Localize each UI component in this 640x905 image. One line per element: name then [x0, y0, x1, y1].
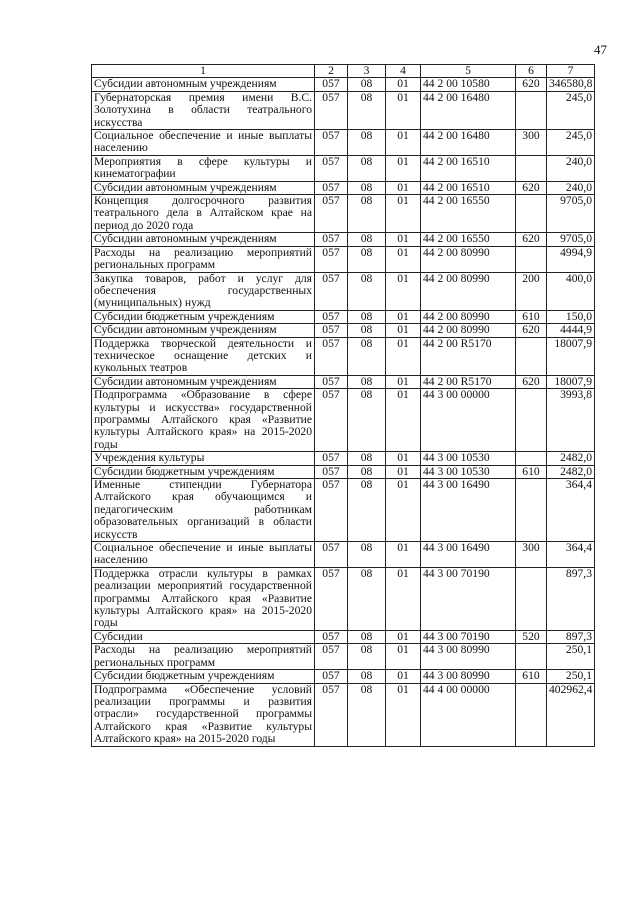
row-expense-type: 610: [516, 465, 547, 478]
row-ministry-code: 057: [315, 181, 348, 194]
row-expense-type: [516, 389, 547, 452]
row-target-article: 44 2 00 16510: [421, 181, 516, 194]
row-subsection: 01: [386, 91, 421, 129]
row-target-article: 44 3 00 80990: [421, 644, 516, 670]
row-target-article: 44 2 00 80990: [421, 324, 516, 337]
header-col-4: 4: [386, 65, 421, 78]
row-name: Субсидии автономным учреждениям: [92, 233, 315, 246]
table-row: [92, 644, 595, 670]
row-ministry-code: 057: [315, 465, 348, 478]
table-row: [92, 324, 595, 337]
row-subsection: 01: [386, 683, 421, 746]
row-amount: 3993,8: [547, 389, 595, 452]
row-section: 08: [348, 375, 386, 388]
row-subsection: 01: [386, 375, 421, 388]
row-expense-type: [516, 155, 547, 181]
row-ministry-code: 057: [315, 130, 348, 156]
row-target-article: 44 3 00 70190: [421, 567, 516, 630]
row-name: Субсидии автономным учреждениям: [92, 181, 315, 194]
row-target-article: 44 2 00 16550: [421, 195, 516, 233]
row-target-article: 44 2 00 80990: [421, 310, 516, 323]
header-col-2: 2: [315, 65, 348, 78]
row-expense-type: [516, 246, 547, 272]
row-ministry-code: 057: [315, 233, 348, 246]
row-subsection: 01: [386, 670, 421, 683]
row-amount: 2482,0: [547, 452, 595, 465]
row-amount: 250,1: [547, 644, 595, 670]
table-row: [92, 683, 595, 746]
row-name: Субсидии: [92, 630, 315, 643]
row-name: Расходы на реализацию мероприятий региональных программ: [92, 246, 315, 272]
row-amount: 897,3: [547, 630, 595, 643]
row-subsection: 01: [386, 465, 421, 478]
header-col-6: 6: [516, 65, 547, 78]
table-row: [92, 272, 595, 310]
row-target-article: 44 4 00 00000: [421, 683, 516, 746]
row-amount: 250,1: [547, 670, 595, 683]
row-section: 08: [348, 452, 386, 465]
row-subsection: 01: [386, 567, 421, 630]
row-section: 08: [348, 155, 386, 181]
row-name: Субсидии бюджетным учреждениям: [92, 310, 315, 323]
page-number: 47: [594, 42, 607, 57]
row-section: 08: [348, 542, 386, 568]
row-name: Концепция долгосрочного развития театрального дела в Алтайском крае на период до 2020 года: [92, 195, 315, 233]
row-ministry-code: 057: [315, 389, 348, 452]
row-name: Поддержка отрасли культуры в рамках реализации мероприятий государственной программы Алтайского края «Развитие культуры Алтайского края» на 2015-2020 годы: [92, 567, 315, 630]
row-name: Губернаторская премия имени В.С. Золотухина в области театрального искусства: [92, 91, 315, 129]
row-ministry-code: 057: [315, 452, 348, 465]
row-target-article: 44 2 00 16480: [421, 130, 516, 156]
row-subsection: 01: [386, 310, 421, 323]
row-expense-type: 620: [516, 375, 547, 388]
row-section: 08: [348, 324, 386, 337]
row-target-article: 44 3 00 16490: [421, 542, 516, 568]
row-subsection: 01: [386, 272, 421, 310]
row-ministry-code: 057: [315, 630, 348, 643]
row-section: 08: [348, 78, 386, 91]
row-ministry-code: 057: [315, 78, 348, 91]
row-amount: 245,0: [547, 91, 595, 129]
table-row: [92, 567, 595, 630]
row-expense-type: [516, 683, 547, 746]
table-row: [92, 479, 595, 542]
row-ministry-code: 057: [315, 567, 348, 630]
row-expense-type: 620: [516, 233, 547, 246]
row-expense-type: 300: [516, 130, 547, 156]
row-section: 08: [348, 479, 386, 542]
table-body: [92, 78, 595, 746]
row-target-article: 44 3 00 16490: [421, 479, 516, 542]
row-ministry-code: 057: [315, 272, 348, 310]
table-row: [92, 130, 595, 156]
row-section: 08: [348, 567, 386, 630]
row-target-article: 44 3 00 00000: [421, 389, 516, 452]
row-section: 08: [348, 310, 386, 323]
row-name: Подпрограмма «Образование в сфере культуры и искусства» государственной программы Алтайского края «Развитие культуры Алтайского края» на 2015-2020 годы: [92, 389, 315, 452]
row-subsection: 01: [386, 644, 421, 670]
row-amount: 4444,9: [547, 324, 595, 337]
row-amount: 245,0: [547, 130, 595, 156]
row-target-article: 44 3 00 10530: [421, 465, 516, 478]
row-subsection: 01: [386, 479, 421, 542]
row-name: Подпрограмма «Обеспечение условий реализации программы и развития отрасли» государственной программы Алтайского края «Развитие культуры Алтайского края» на 2015-2020 годы: [92, 683, 315, 746]
budget-table: [91, 64, 595, 747]
row-target-article: 44 3 00 80990: [421, 670, 516, 683]
row-section: 08: [348, 683, 386, 746]
row-name: Социальное обеспечение и иные выплаты населению: [92, 542, 315, 568]
row-expense-type: 520: [516, 630, 547, 643]
row-ministry-code: 057: [315, 683, 348, 746]
row-target-article: 44 3 00 70190: [421, 630, 516, 643]
table-row: [92, 452, 595, 465]
table-row: [92, 78, 595, 91]
row-name: Субсидии автономным учреждениям: [92, 375, 315, 388]
row-name: Мероприятия в сфере культуры и кинематографии: [92, 155, 315, 181]
row-amount: 4994,9: [547, 246, 595, 272]
row-section: 08: [348, 465, 386, 478]
row-section: 08: [348, 91, 386, 129]
row-section: 08: [348, 195, 386, 233]
row-name: Субсидии автономным учреждениям: [92, 324, 315, 337]
table-row: [92, 195, 595, 233]
row-ministry-code: 057: [315, 644, 348, 670]
row-subsection: 01: [386, 78, 421, 91]
row-target-article: 44 2 00 16550: [421, 233, 516, 246]
row-amount: 18007,9: [547, 337, 595, 375]
table-row: [92, 542, 595, 568]
row-target-article: 44 2 00 10580: [421, 78, 516, 91]
row-amount: 9705,0: [547, 195, 595, 233]
row-name: Именные стипендии Губернатора Алтайского края обучающимся и педагогическим работникам образовательных организаций в области искусств: [92, 479, 315, 542]
table-header-row: [92, 65, 595, 78]
row-expense-type: [516, 644, 547, 670]
row-expense-type: [516, 479, 547, 542]
row-name: Учреждения культуры: [92, 452, 315, 465]
row-subsection: 01: [386, 324, 421, 337]
row-expense-type: 200: [516, 272, 547, 310]
table-row: [92, 337, 595, 375]
row-section: 08: [348, 181, 386, 194]
row-expense-type: 620: [516, 78, 547, 91]
row-subsection: 01: [386, 246, 421, 272]
row-name: Субсидии бюджетным учреждениям: [92, 670, 315, 683]
header-col-3: 3: [348, 65, 386, 78]
row-subsection: 01: [386, 130, 421, 156]
row-expense-type: 610: [516, 670, 547, 683]
row-section: 08: [348, 389, 386, 452]
row-ministry-code: 057: [315, 195, 348, 233]
row-subsection: 01: [386, 630, 421, 643]
row-ministry-code: 057: [315, 479, 348, 542]
row-ministry-code: 057: [315, 670, 348, 683]
table-row: [92, 310, 595, 323]
row-subsection: 01: [386, 195, 421, 233]
row-expense-type: [516, 91, 547, 129]
row-amount: 346580,8: [547, 78, 595, 91]
row-ministry-code: 057: [315, 324, 348, 337]
row-name: Поддержка творческой деятельности и техническое оснащение детских и кукольных театров: [92, 337, 315, 375]
row-section: 08: [348, 644, 386, 670]
row-ministry-code: 057: [315, 337, 348, 375]
row-section: 08: [348, 272, 386, 310]
table-row: [92, 233, 595, 246]
row-section: 08: [348, 130, 386, 156]
table-row: [92, 375, 595, 388]
row-name: Расходы на реализацию мероприятий региональных программ: [92, 644, 315, 670]
table-row: [92, 181, 595, 194]
row-expense-type: [516, 567, 547, 630]
row-expense-type: 620: [516, 181, 547, 194]
row-amount: 897,3: [547, 567, 595, 630]
row-amount: 240,0: [547, 181, 595, 194]
row-target-article: 44 2 00 80990: [421, 246, 516, 272]
table-row: [92, 670, 595, 683]
header-col-7: 7: [547, 65, 595, 78]
row-subsection: 01: [386, 181, 421, 194]
row-ministry-code: 057: [315, 246, 348, 272]
row-expense-type: [516, 195, 547, 233]
row-subsection: 01: [386, 452, 421, 465]
row-amount: 9705,0: [547, 233, 595, 246]
row-amount: 364,4: [547, 479, 595, 542]
row-target-article: 44 2 00 16480: [421, 91, 516, 129]
table-row: [92, 389, 595, 452]
row-amount: 364,4: [547, 542, 595, 568]
row-name: Закупка товаров, работ и услуг для обеспечения государственных (муниципальных) нужд: [92, 272, 315, 310]
row-target-article: 44 3 00 10530: [421, 452, 516, 465]
row-expense-type: [516, 337, 547, 375]
row-amount: 240,0: [547, 155, 595, 181]
table-row: [92, 91, 595, 129]
row-name: Субсидии автономным учреждениям: [92, 78, 315, 91]
row-subsection: 01: [386, 233, 421, 246]
header-col-1: 1: [92, 65, 315, 78]
row-section: 08: [348, 337, 386, 375]
row-target-article: 44 2 00 16510: [421, 155, 516, 181]
row-expense-type: 610: [516, 310, 547, 323]
row-ministry-code: 057: [315, 155, 348, 181]
row-section: 08: [348, 246, 386, 272]
row-expense-type: [516, 452, 547, 465]
row-expense-type: 620: [516, 324, 547, 337]
row-subsection: 01: [386, 542, 421, 568]
row-target-article: 44 2 00 R5170: [421, 337, 516, 375]
row-subsection: 01: [386, 155, 421, 181]
table-row: [92, 246, 595, 272]
row-section: 08: [348, 670, 386, 683]
row-name: Социальное обеспечение и иные выплаты населению: [92, 130, 315, 156]
table-row: [92, 155, 595, 181]
table-row: [92, 465, 595, 478]
row-amount: 400,0: [547, 272, 595, 310]
row-amount: 18007,9: [547, 375, 595, 388]
row-amount: 402962,4: [547, 683, 595, 746]
row-ministry-code: 057: [315, 91, 348, 129]
row-subsection: 01: [386, 337, 421, 375]
row-ministry-code: 057: [315, 542, 348, 568]
row-target-article: 44 2 00 R5170: [421, 375, 516, 388]
row-name: Субсидии бюджетным учреждениям: [92, 465, 315, 478]
table-row: [92, 630, 595, 643]
header-col-5: 5: [421, 65, 516, 78]
row-subsection: 01: [386, 389, 421, 452]
row-amount: 2482,0: [547, 465, 595, 478]
row-ministry-code: 057: [315, 310, 348, 323]
row-section: 08: [348, 630, 386, 643]
row-section: 08: [348, 233, 386, 246]
row-expense-type: 300: [516, 542, 547, 568]
row-target-article: 44 2 00 80990: [421, 272, 516, 310]
row-amount: 150,0: [547, 310, 595, 323]
row-ministry-code: 057: [315, 375, 348, 388]
